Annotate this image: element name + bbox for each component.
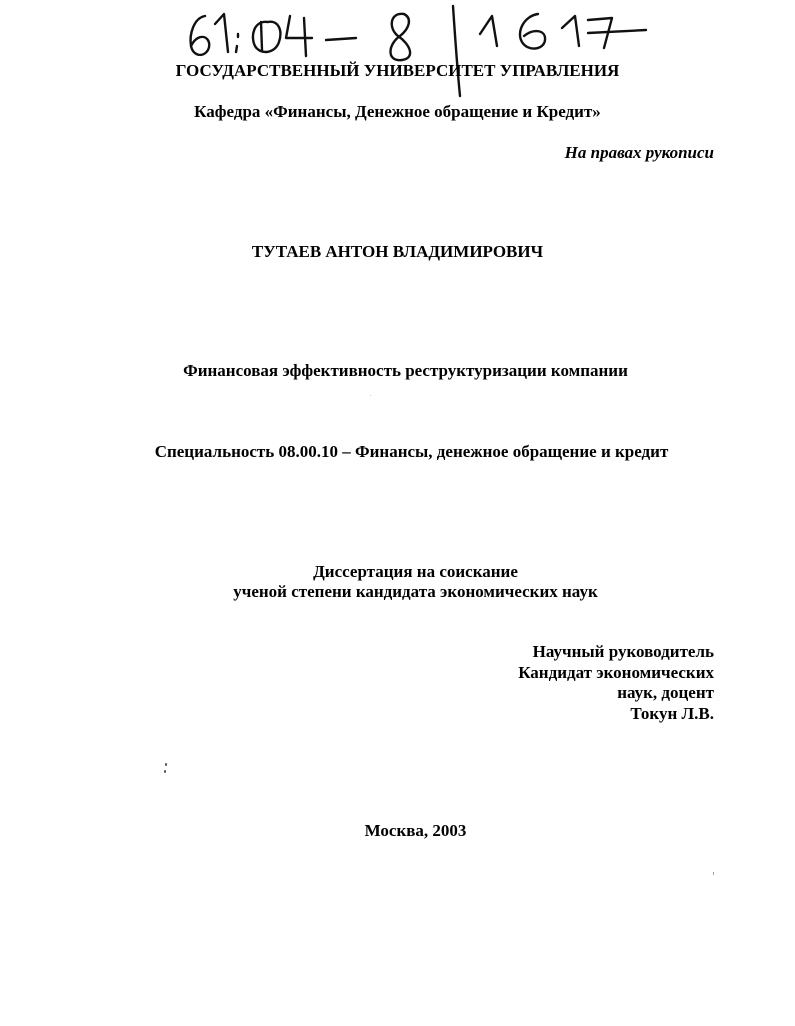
degree-line-1: Диссертация на соискание — [313, 562, 518, 581]
scan-speck — [713, 872, 714, 875]
manuscript-note: На правах рукописи — [564, 143, 714, 162]
specialty: Специальность 08.00.10 – Финансы, денежное обращение и кредит — [154, 442, 669, 461]
university-name: ГОСУДАРСТВЕННЫЙ УНИВЕРСИТЕТ УПРАВЛЕНИЯ — [175, 61, 620, 80]
author-name: ТУТАЕВ АНТОН ВЛАДИМИРОВИЧ — [251, 242, 544, 261]
supervisor-degree: Кандидат экономических — [518, 662, 714, 682]
supervisor-name: Токун Л.В. — [630, 703, 714, 723]
scan-speck — [370, 395, 371, 396]
supervisor-title: Научный руководитель — [532, 642, 714, 661]
handwritten-catalog-number — [0, 0, 795, 110]
thesis-title: Финансовая эффективность реструктуризации компании — [183, 361, 628, 380]
supervisor-rank: наук, доцент — [617, 683, 714, 702]
scan-speck — [164, 770, 166, 773]
supervisor-block — [518, 642, 714, 724]
degree-line-2: ученой степени кандидата экономических наук — [233, 582, 598, 601]
scan-speck — [165, 763, 167, 766]
city-year: Москва, 2003 — [364, 821, 467, 840]
department-name: Кафедра «Финансы, Денежное обращение и Кредит» — [194, 102, 601, 121]
